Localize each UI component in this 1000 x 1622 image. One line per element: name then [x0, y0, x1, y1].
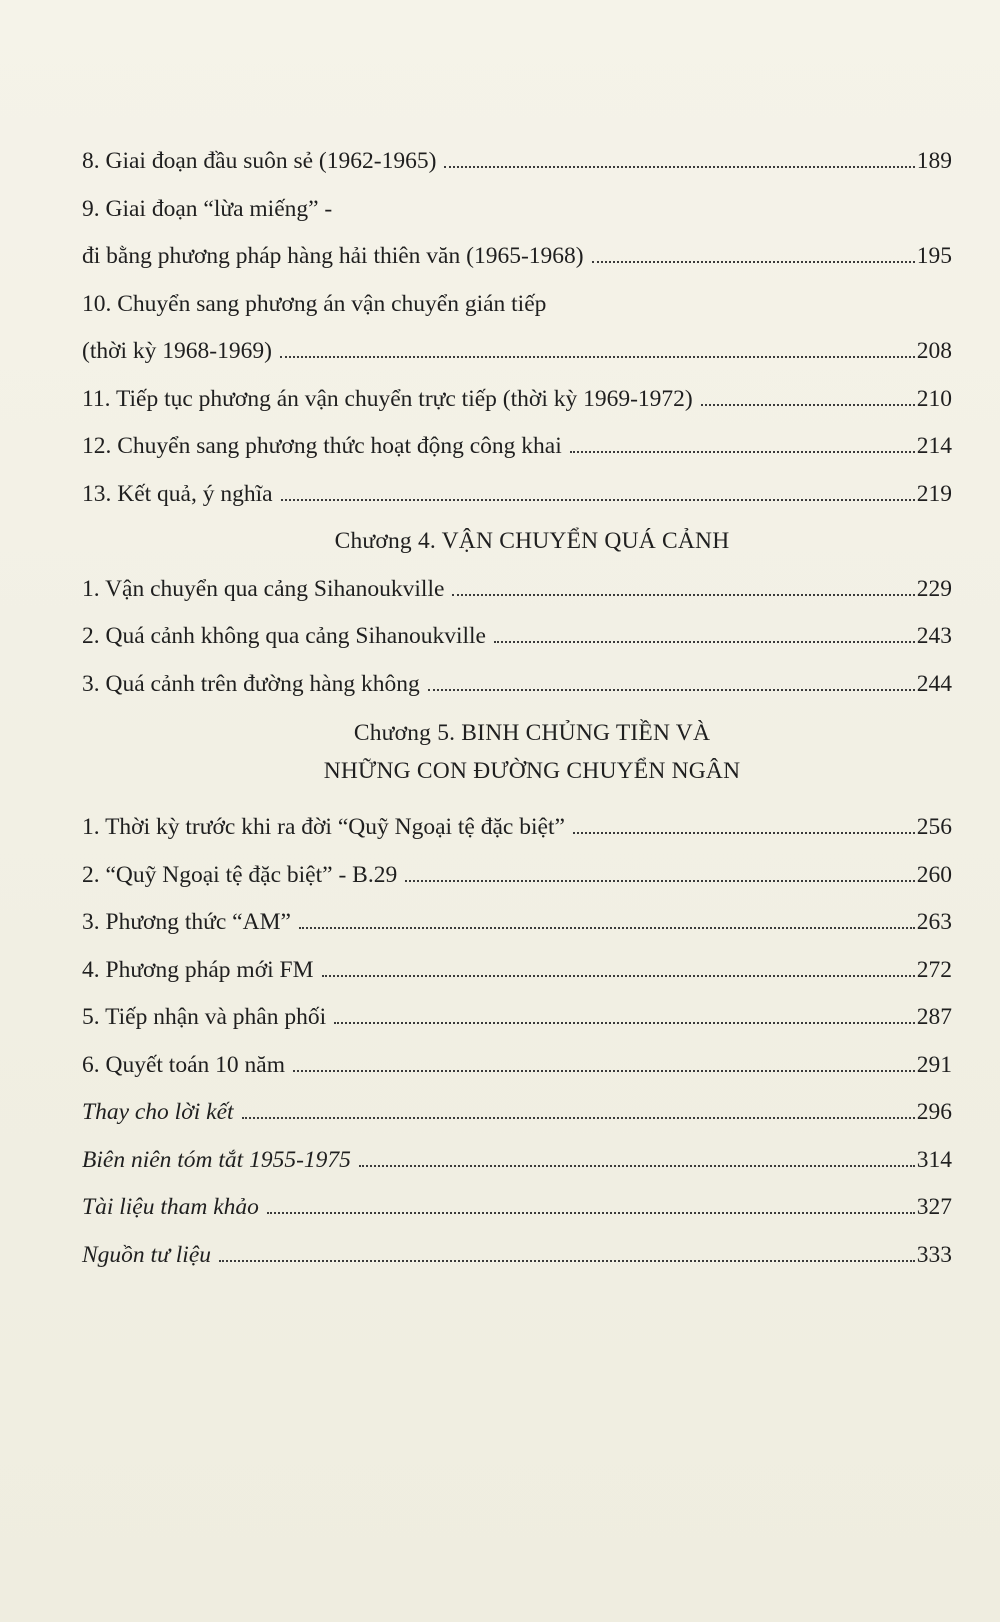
- toc-entry-title: Biên niên tóm tắt 1955-1975: [82, 1146, 351, 1173]
- toc-entry-page: 263: [916, 909, 952, 935]
- toc-entry-page: 214: [916, 433, 952, 459]
- toc-entry-title: 12. Chuyển sang phương thức hoạt động công khai: [82, 433, 562, 459]
- toc-leader-dots: [405, 856, 915, 882]
- toc-entry: [82, 804, 952, 852]
- chapter-heading: Chương 4. VẬN CHUYỂN QUÁ CẢNH: [334, 528, 730, 554]
- toc-entry-title: 4. Phương pháp mới FM: [82, 956, 314, 983]
- toc-leader-dots: [299, 904, 915, 930]
- toc-entry: [82, 852, 952, 900]
- toc-leader-dots: [592, 238, 915, 264]
- toc-entry: [82, 471, 952, 519]
- toc-entry: [82, 613, 952, 661]
- toc-entry-title: 2. “Quỹ Ngoại tệ đặc biệt” - B.29: [82, 861, 398, 888]
- toc-entry-page: 195: [916, 243, 952, 269]
- toc-entry-title: 5. Tiếp nhận và phân phối: [82, 1004, 327, 1030]
- toc-entry-title: 10. Chuyển sang phương án vận chuyển gián tiếp: [82, 290, 547, 317]
- toc-leader-dots: [280, 333, 915, 359]
- toc-leader-dots: [494, 618, 915, 644]
- toc-leader-dots: [219, 1236, 915, 1262]
- toc-entry-title: đi bằng phương pháp hàng hải thiên văn (1965-1968): [82, 243, 584, 269]
- toc-entry-title: Tài liệu tham khảo: [82, 1194, 259, 1220]
- toc-entry: [82, 328, 952, 376]
- toc-entry-back-matter: [82, 1232, 952, 1280]
- table-of-contents: [82, 138, 952, 1279]
- toc-entry-page: 327: [916, 1194, 952, 1220]
- toc-entry: [82, 1042, 952, 1090]
- toc-leader-dots: [570, 428, 915, 454]
- toc-entry: [82, 947, 952, 995]
- toc-entry-page: 256: [916, 814, 952, 840]
- toc-entry: [82, 566, 952, 614]
- toc-entry-page: 219: [916, 480, 952, 507]
- toc-entry-page: 244: [916, 670, 952, 697]
- toc-entry-title: 3. Phương thức “AM”: [82, 909, 291, 935]
- toc-entry-page: 333: [916, 1241, 952, 1268]
- toc-leader-dots: [573, 809, 915, 835]
- chapter-heading-line-1: Chương 5. BINH CHỦNG TIỀN VÀ: [353, 720, 711, 746]
- toc-entry-title: (thời kỳ 1968-1969): [82, 338, 272, 364]
- toc-entry-page: 260: [916, 861, 952, 888]
- toc-entry: [82, 899, 952, 947]
- toc-entry-title: 3. Quá cảnh trên đường hàng không: [82, 670, 420, 697]
- toc-leader-dots: [281, 475, 915, 501]
- toc-entry-first-line: [82, 281, 952, 329]
- toc-entry-back-matter: [82, 1137, 952, 1185]
- toc-leader-dots: [322, 951, 915, 977]
- toc-entry-back-matter: [82, 1089, 952, 1137]
- toc-entry-page: 243: [916, 623, 952, 649]
- toc-entry-page: 296: [916, 1099, 952, 1125]
- toc-leader-dots: [452, 570, 914, 596]
- toc-entry-page: 287: [916, 1004, 952, 1030]
- toc-entry-page: 208: [916, 338, 952, 364]
- toc-entry-title: 2. Quá cảnh không qua cảng Sihanoukville: [82, 623, 486, 649]
- toc-entry-title: Nguồn tư liệu: [82, 1241, 212, 1268]
- toc-entry-title: 13. Kết quả, ý nghĩa: [82, 480, 273, 507]
- toc-entry-page: 291: [916, 1051, 952, 1078]
- toc-entry-page: 229: [916, 575, 952, 602]
- toc-entry-title: 1. Vận chuyển qua cảng Sihanoukville: [82, 575, 445, 602]
- toc-leader-dots: [334, 999, 915, 1025]
- toc-entry-title: 1. Thời kỳ trước khi ra đời “Quỹ Ngoại tệ đặc biệt”: [82, 814, 565, 840]
- toc-entry: [82, 138, 952, 186]
- toc-entry: [82, 994, 952, 1042]
- toc-entry-page: 210: [916, 385, 952, 412]
- toc-leader-dots: [428, 665, 915, 691]
- toc-entry: [82, 661, 952, 709]
- toc-leader-dots: [359, 1141, 915, 1167]
- toc-entry: [82, 376, 952, 424]
- toc-entry: [82, 233, 952, 281]
- toc-entry-title: 6. Quyết toán 10 năm: [82, 1051, 285, 1078]
- toc-entry-page: 189: [916, 148, 952, 174]
- toc-entry-back-matter: [82, 1184, 952, 1232]
- toc-entry-title: 9. Giai đoạn “lừa miếng” -: [82, 195, 333, 222]
- toc-leader-dots: [701, 380, 915, 406]
- toc-leader-dots: [267, 1189, 915, 1215]
- toc-entry-title: 8. Giai đoạn đầu suôn sẻ (1962-1965): [82, 148, 437, 174]
- toc-entry-page: 272: [916, 956, 952, 983]
- toc-leader-dots: [444, 143, 914, 169]
- toc-leader-dots: [242, 1094, 915, 1120]
- chapter-heading-line-2: NHỮNG CON ĐƯỜNG CHUYỂN NGÂN: [323, 758, 741, 784]
- toc-entry-page: 314: [916, 1146, 952, 1173]
- toc-leader-dots: [293, 1046, 915, 1072]
- toc-entry: [82, 423, 952, 471]
- toc-entry-title: 11. Tiếp tục phương án vận chuyển trực tiếp (thời kỳ 1969-1972): [82, 385, 693, 412]
- toc-entry-title: Thay cho lời kết: [82, 1099, 234, 1125]
- toc-entry-first-line: [82, 186, 952, 234]
